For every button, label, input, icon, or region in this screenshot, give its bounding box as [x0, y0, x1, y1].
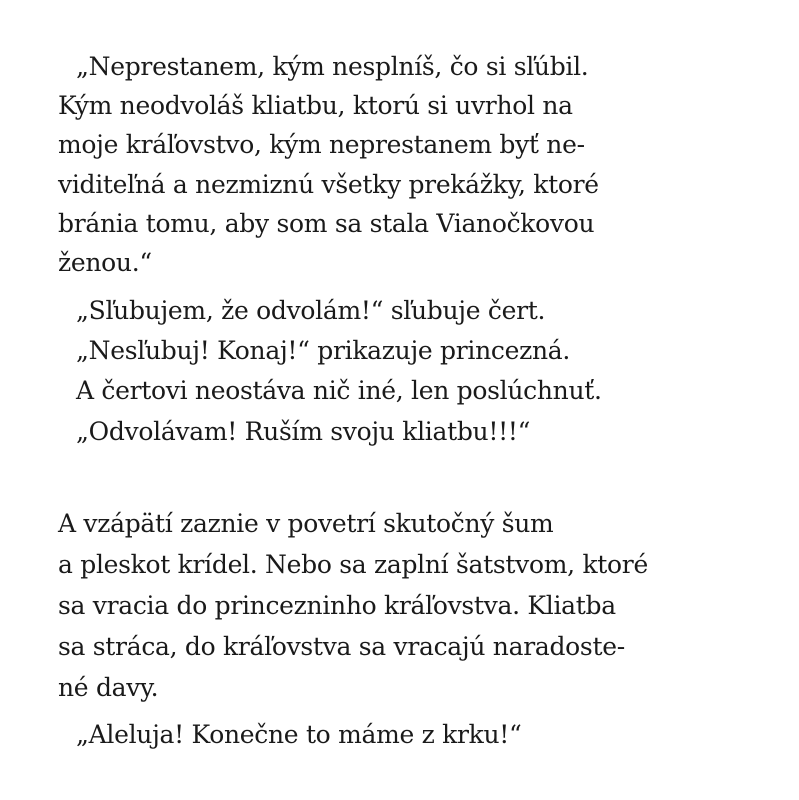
dialogue-line: A čertovi neostáva nič iné, len poslúchnuť. — [76, 376, 602, 405]
text-line: moje kráľovstvo, kým neprestanem byť ne- — [58, 130, 585, 159]
text-line: né davy. — [58, 673, 159, 702]
text-line: bránia tomu, aby som sa stala Vianočkovou — [58, 209, 595, 238]
text-line: sa vracia do princezninho kráľovstva. Kliatba — [58, 591, 616, 620]
dialogue-line: „Nesľubuj! Konaj!“ prikazuje princezná. — [76, 336, 571, 365]
text-line: viditeľná a nezmiznú všetky prekážky, ktoré — [58, 170, 599, 199]
text-line: sa stráca, do kráľovstva sa vracajú naradoste- — [58, 632, 625, 661]
text-line: a pleskot krídel. Nebo sa zaplní šatstvom, ktoré — [58, 550, 648, 579]
text-line: A vzápätí zaznie v povetrí skutočný šum — [58, 509, 554, 538]
dialogue-line: „Sľubujem, že odvolám!“ sľubuje čert. — [76, 296, 546, 325]
text-line: ženou.“ — [58, 248, 152, 277]
dialogue-line: „Odvolávam! Ruším svoju kliatbu!!!“ — [76, 417, 531, 446]
text-line: „Neprestanem, kým nesplníš, čo si sľúbil. — [76, 52, 589, 81]
text-line: Kým neodvoláš kliatbu, ktorú si uvrhol na — [58, 91, 573, 120]
closing-line: „Aleluja! Konečne to máme z krku!“ — [76, 720, 522, 749]
